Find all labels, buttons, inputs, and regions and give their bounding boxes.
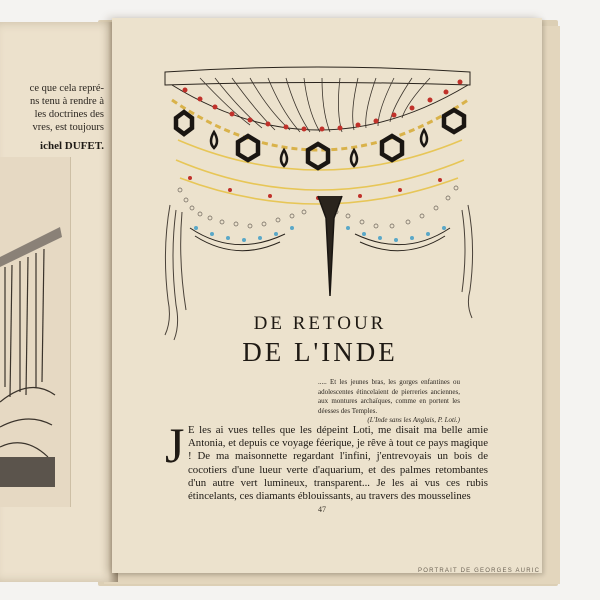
left-line: les doctrines des <box>34 109 104 120</box>
epigraph-text: ..... Et les jeunes bras, les gorges enfantines ou adolescentes étincelaient de pierreries anciennes, aux montures archaïques, comme en portent les déesses des Temples. <box>318 378 460 415</box>
article-body: E les ai vues telles que les dépeint Loti, me disait ma belle amie Antonia, et depuis ce voyage féerique, je rêve à tout ce pays magique ! De ma maisonnette regardant l'infini, j'entrevoyais un bois de cocotiers d'une lueur verte d'aquarium, et des palmes retombantes d'un autre vert lumineux, transparent... Je les ai vus ces rubis étincelants, ces diamants éblouissants, au travers des mousselines <box>188 424 488 503</box>
epigraph-source: (L'Inde sans les Anglais, P. Loti.) <box>367 416 460 424</box>
article-title-line1: DE RETOUR <box>253 313 387 334</box>
article-title-line2: DE L'INDE <box>242 337 398 367</box>
epigraph <box>318 378 460 426</box>
left-signature: ichel DUFET. <box>40 140 104 152</box>
left-line: ns tenu à rendre à <box>29 96 104 107</box>
page-number: 47 <box>318 505 326 514</box>
drop-cap: J <box>165 417 185 473</box>
left-line: ce que cela repré- <box>29 83 104 94</box>
next-page-caption: PORTRAIT DE GEORGES AURIC <box>418 568 541 574</box>
left-line: vres, est toujours <box>32 122 104 133</box>
